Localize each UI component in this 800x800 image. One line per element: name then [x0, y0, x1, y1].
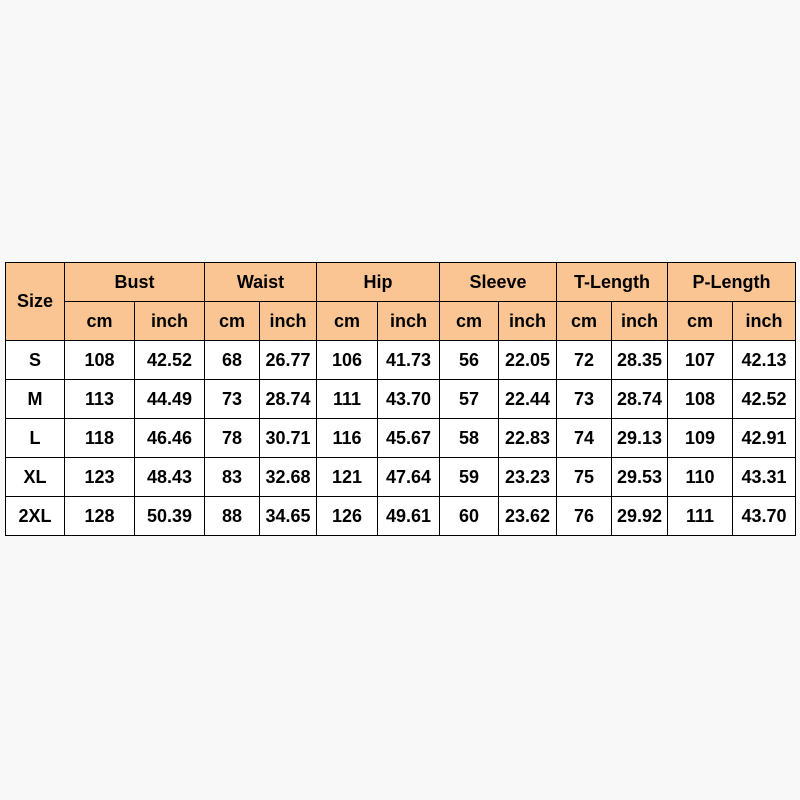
unit-header: inch [260, 302, 317, 341]
measurement-cell: 60 [440, 497, 499, 536]
measurement-cell: 126 [317, 497, 378, 536]
measurement-cell: 109 [668, 419, 733, 458]
measurement-cell: 111 [317, 380, 378, 419]
unit-header: inch [733, 302, 796, 341]
measurement-cell: 123 [65, 458, 135, 497]
size-label-cell: XL [6, 458, 65, 497]
unit-header: inch [499, 302, 557, 341]
group-header-sleeve: Sleeve [440, 263, 557, 302]
measurement-cell: 34.65 [260, 497, 317, 536]
size-chart [5, 262, 795, 536]
table-row [6, 419, 796, 458]
measurement-cell: 26.77 [260, 341, 317, 380]
measurement-cell: 113 [65, 380, 135, 419]
measurement-cell: 73 [205, 380, 260, 419]
group-header-waist: Waist [205, 263, 317, 302]
measurement-cell: 42.91 [733, 419, 796, 458]
group-header-p-length: P-Length [668, 263, 796, 302]
measurement-cell: 121 [317, 458, 378, 497]
measurement-cell: 30.71 [260, 419, 317, 458]
measurement-cell: 118 [65, 419, 135, 458]
size-label-cell: S [6, 341, 65, 380]
measurement-cell: 42.13 [733, 341, 796, 380]
measurement-cell: 48.43 [135, 458, 205, 497]
measurement-cell: 41.73 [378, 341, 440, 380]
measurement-cell: 75 [557, 458, 612, 497]
unit-header: cm [205, 302, 260, 341]
measurement-cell: 57 [440, 380, 499, 419]
measurement-cell: 128 [65, 497, 135, 536]
unit-header: inch [135, 302, 205, 341]
measurement-cell: 110 [668, 458, 733, 497]
unit-header: cm [557, 302, 612, 341]
measurement-cell: 50.39 [135, 497, 205, 536]
unit-header: inch [378, 302, 440, 341]
unit-header: cm [317, 302, 378, 341]
unit-header: cm [440, 302, 499, 341]
header-unit-row [6, 302, 796, 341]
measurement-cell: 28.74 [260, 380, 317, 419]
unit-header: cm [65, 302, 135, 341]
measurement-cell: 29.13 [612, 419, 668, 458]
measurement-cell: 76 [557, 497, 612, 536]
measurement-cell: 23.62 [499, 497, 557, 536]
measurement-cell: 58 [440, 419, 499, 458]
unit-header: inch [612, 302, 668, 341]
measurement-cell: 29.92 [612, 497, 668, 536]
measurement-cell: 43.31 [733, 458, 796, 497]
measurement-cell: 42.52 [135, 341, 205, 380]
unit-header: cm [668, 302, 733, 341]
header-group-row [6, 263, 796, 302]
table-row [6, 497, 796, 536]
measurement-cell: 78 [205, 419, 260, 458]
measurement-cell: 23.23 [499, 458, 557, 497]
measurement-cell: 111 [668, 497, 733, 536]
measurement-cell: 88 [205, 497, 260, 536]
size-label-cell: 2XL [6, 497, 65, 536]
measurement-cell: 108 [668, 380, 733, 419]
measurement-cell: 22.44 [499, 380, 557, 419]
group-header-t-length: T-Length [557, 263, 668, 302]
group-header-bust: Bust [65, 263, 205, 302]
measurement-cell: 32.68 [260, 458, 317, 497]
measurement-cell: 28.74 [612, 380, 668, 419]
measurement-cell: 108 [65, 341, 135, 380]
measurement-cell: 107 [668, 341, 733, 380]
measurement-cell: 56 [440, 341, 499, 380]
measurement-cell: 83 [205, 458, 260, 497]
size-column-header: Size [6, 263, 65, 341]
measurement-cell: 43.70 [733, 497, 796, 536]
measurement-cell: 44.49 [135, 380, 205, 419]
measurement-cell: 45.67 [378, 419, 440, 458]
table-row [6, 458, 796, 497]
measurement-cell: 116 [317, 419, 378, 458]
size-label-cell: M [6, 380, 65, 419]
measurement-cell: 22.83 [499, 419, 557, 458]
measurement-cell: 28.35 [612, 341, 668, 380]
measurement-cell: 47.64 [378, 458, 440, 497]
measurement-cell: 72 [557, 341, 612, 380]
measurement-cell: 59 [440, 458, 499, 497]
measurement-cell: 106 [317, 341, 378, 380]
measurement-cell: 29.53 [612, 458, 668, 497]
measurement-cell: 49.61 [378, 497, 440, 536]
measurement-cell: 22.05 [499, 341, 557, 380]
table-row [6, 341, 796, 380]
measurement-cell: 68 [205, 341, 260, 380]
table-row [6, 380, 796, 419]
measurement-cell: 46.46 [135, 419, 205, 458]
measurement-cell: 43.70 [378, 380, 440, 419]
size-label-cell: L [6, 419, 65, 458]
measurement-cell: 73 [557, 380, 612, 419]
group-header-hip: Hip [317, 263, 440, 302]
size-table-body [6, 341, 796, 536]
size-table [5, 262, 796, 536]
measurement-cell: 74 [557, 419, 612, 458]
measurement-cell: 42.52 [733, 380, 796, 419]
